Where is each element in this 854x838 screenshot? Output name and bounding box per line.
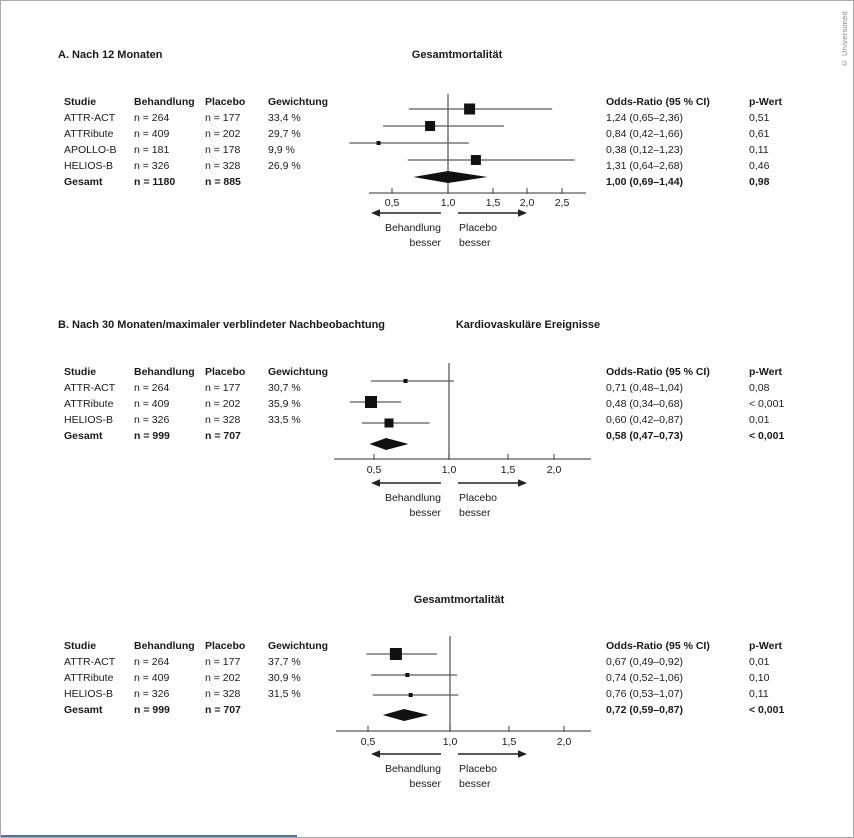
odds-ratio-value: 0,48 (0,34–0,68)	[606, 398, 684, 410]
panel-c-title: Gesamtmortalität	[413, 594, 505, 606]
weight-value: 30,7 %	[268, 382, 301, 394]
weight-value: 26,9 %	[268, 160, 301, 172]
weight-value: 33,4 %	[268, 112, 301, 124]
odds-ratio-value: 0,71 (0,48–1,04)	[606, 382, 684, 394]
col-header-placebo: Placebo	[205, 640, 246, 652]
odds-ratio-value: 1,31 (0,64–2,68)	[606, 160, 684, 172]
placebo-n: n = 177	[205, 112, 241, 124]
or-marker	[464, 104, 475, 115]
odds-ratio-value: 0,60 (0,42–0,87)	[606, 414, 684, 426]
axis-tick-label: 2,5	[554, 197, 570, 209]
p-value: 0,51	[749, 112, 770, 124]
summary-diamond	[413, 171, 487, 183]
placebo-n: n = 202	[205, 398, 241, 410]
odds-ratio-value: 0,74 (0,52–1,06)	[606, 672, 684, 684]
weight-value: 9,9 %	[268, 144, 295, 156]
axis-tick-label: 2,0	[556, 736, 572, 748]
weight-value: 33,5 %	[268, 414, 301, 426]
treatment-n: n = 264	[134, 382, 170, 394]
study-name: HELIOS-B	[64, 414, 114, 426]
placebo-better-label: Placebo	[459, 222, 497, 234]
placebo-n: n = 328	[205, 688, 241, 700]
or-marker	[385, 419, 394, 428]
weight-value: 35,9 %	[268, 398, 301, 410]
placebo-n: n = 177	[205, 382, 241, 394]
treatment-n: n = 409	[134, 398, 170, 410]
weight-value: 31,5 %	[268, 688, 301, 700]
col-header-gewichtung: Gewichtung	[268, 640, 329, 652]
summary-diamond	[383, 709, 429, 721]
forest-panel-c	[1, 546, 853, 838]
col-header-odds-ratio: Odds-Ratio (95 % CI)	[606, 366, 710, 378]
treatment-n: n = 999	[134, 430, 170, 442]
axis-tick-label: 1,0	[440, 197, 456, 209]
study-name: APOLLO-B	[64, 144, 117, 156]
study-name: Gesamt	[64, 176, 103, 188]
study-name: ATTR-ACT	[64, 656, 116, 668]
right-arrowhead	[518, 750, 527, 758]
panel-b-label: B. Nach 30 Monaten/maximaler verblindeter Nachbeobachtung	[58, 319, 386, 331]
odds-ratio-value: 0,72 (0,59–0,87)	[606, 704, 684, 716]
placebo-n: n = 177	[205, 656, 241, 668]
odds-ratio-value: 0,84 (0,42–1,66)	[606, 128, 684, 140]
odds-ratio-value: 0,58 (0,47–0,73)	[606, 430, 684, 442]
treatment-better-label: Behandlung	[384, 763, 441, 775]
p-value: 0,08	[749, 382, 770, 394]
axis-tick-label: 1,5	[500, 464, 516, 476]
treatment-n: n = 181	[134, 144, 170, 156]
odds-ratio-value: 0,76 (0,53–1,07)	[606, 688, 684, 700]
placebo-n: n = 328	[205, 414, 241, 426]
placebo-n: n = 707	[205, 704, 241, 716]
or-marker	[377, 141, 381, 145]
or-marker	[405, 673, 409, 677]
p-value: < 0,001	[749, 430, 785, 442]
weight-value: 30,9 %	[268, 672, 301, 684]
treatment-n: n = 326	[134, 160, 170, 172]
p-value: 0,10	[749, 672, 770, 684]
or-marker	[471, 155, 481, 165]
treatment-n: n = 409	[134, 672, 170, 684]
p-value: < 0,001	[749, 398, 785, 410]
or-marker	[425, 121, 435, 131]
col-header-placebo: Placebo	[205, 96, 246, 108]
p-value: 0,11	[749, 144, 769, 156]
study-name: HELIOS-B	[64, 688, 114, 700]
col-header-p-wert: p-Wert	[749, 96, 783, 108]
study-name: HELIOS-B	[64, 160, 114, 172]
placebo-n: n = 885	[205, 176, 241, 188]
col-header-placebo: Placebo	[205, 366, 246, 378]
placebo-better-label: besser	[459, 778, 491, 790]
copyright-vertical-text: © Universimed	[840, 11, 849, 68]
axis-tick-label: 1,5	[485, 197, 501, 209]
p-value: 0,61	[749, 128, 770, 140]
p-value: 0,11	[749, 688, 769, 700]
study-name: ATTRibute	[64, 128, 114, 140]
p-value: 0,01	[749, 656, 770, 668]
placebo-better-label: besser	[459, 507, 491, 519]
study-name: Gesamt	[64, 704, 103, 716]
weight-value: 29,7 %	[268, 128, 301, 140]
placebo-n: n = 202	[205, 672, 241, 684]
placebo-better-label: Placebo	[459, 492, 497, 504]
placebo-n: n = 202	[205, 128, 241, 140]
forest-panel-a	[1, 1, 853, 271]
p-value: 0,46	[749, 160, 770, 172]
p-value: < 0,001	[749, 704, 785, 716]
right-arrowhead	[518, 479, 527, 487]
col-header-studie: Studie	[64, 640, 97, 652]
left-arrowhead	[371, 750, 380, 758]
or-marker	[404, 379, 408, 383]
col-header-odds-ratio: Odds-Ratio (95 % CI)	[606, 96, 710, 108]
axis-tick-label: 2,0	[546, 464, 562, 476]
weight-value: 37,7 %	[268, 656, 301, 668]
treatment-n: n = 999	[134, 704, 170, 716]
treatment-n: n = 264	[134, 112, 170, 124]
brand-accent-bar	[1, 835, 297, 837]
placebo-better-label: besser	[459, 237, 491, 249]
col-header-p-wert: p-Wert	[749, 366, 783, 378]
col-header-behandlung: Behandlung	[134, 366, 195, 378]
or-marker	[390, 648, 402, 660]
treatment-better-label: Behandlung	[384, 492, 441, 504]
panel-a-label: A. Nach 12 Monaten	[58, 49, 163, 61]
treatment-n: n = 1180	[134, 176, 176, 188]
placebo-better-label: Placebo	[459, 763, 497, 775]
axis-tick-label: 0,5	[366, 464, 382, 476]
placebo-n: n = 328	[205, 160, 241, 172]
study-name: ATTRibute	[64, 398, 114, 410]
odds-ratio-value: 1,24 (0,65–2,36)	[606, 112, 684, 124]
axis-tick-label: 1,0	[442, 736, 458, 748]
axis-tick-label: 1,0	[441, 464, 457, 476]
treatment-better-label: Behandlung	[384, 222, 441, 234]
treatment-n: n = 326	[134, 414, 170, 426]
axis-tick-label: 2,0	[519, 197, 535, 209]
col-header-studie: Studie	[64, 366, 97, 378]
axis-tick-label: 0,5	[384, 197, 400, 209]
col-header-gewichtung: Gewichtung	[268, 366, 329, 378]
odds-ratio-value: 0,38 (0,12–1,23)	[606, 144, 684, 156]
left-arrowhead	[371, 209, 380, 217]
placebo-n: n = 178	[205, 144, 241, 156]
treatment-n: n = 326	[134, 688, 170, 700]
summary-diamond	[370, 438, 409, 450]
col-header-behandlung: Behandlung	[134, 640, 195, 652]
left-arrowhead	[371, 479, 380, 487]
placebo-n: n = 707	[205, 430, 241, 442]
treatment-better-label: besser	[409, 237, 441, 249]
treatment-better-label: besser	[409, 778, 441, 790]
p-value: 0,01	[749, 414, 770, 426]
or-marker	[365, 396, 377, 408]
col-header-studie: Studie	[64, 96, 97, 108]
treatment-better-label: besser	[409, 507, 441, 519]
axis-tick-label: 0,5	[360, 736, 376, 748]
odds-ratio-value: 1,00 (0,69–1,44)	[606, 176, 684, 188]
forest-panel-b	[1, 271, 853, 546]
axis-tick-label: 1,5	[501, 736, 517, 748]
right-arrowhead	[518, 209, 527, 217]
p-value: 0,98	[749, 176, 770, 188]
treatment-n: n = 409	[134, 128, 170, 140]
panel-a-title: Gesamtmortalität	[411, 49, 503, 61]
study-name: ATTR-ACT	[64, 112, 116, 124]
col-header-odds-ratio: Odds-Ratio (95 % CI)	[606, 640, 710, 652]
col-header-behandlung: Behandlung	[134, 96, 195, 108]
panel-c-forest-plot	[1, 546, 853, 838]
panel-b-title: Kardiovaskuläre Ereignisse	[455, 319, 601, 331]
treatment-n: n = 264	[134, 656, 170, 668]
or-marker	[409, 693, 413, 697]
col-header-gewichtung: Gewichtung	[268, 96, 329, 108]
study-name: ATTR-ACT	[64, 382, 116, 394]
study-name: ATTRibute	[64, 672, 114, 684]
col-header-p-wert: p-Wert	[749, 640, 783, 652]
study-name: Gesamt	[64, 430, 103, 442]
odds-ratio-value: 0,67 (0,49–0,92)	[606, 656, 684, 668]
panel-b-forest-plot	[1, 271, 853, 546]
